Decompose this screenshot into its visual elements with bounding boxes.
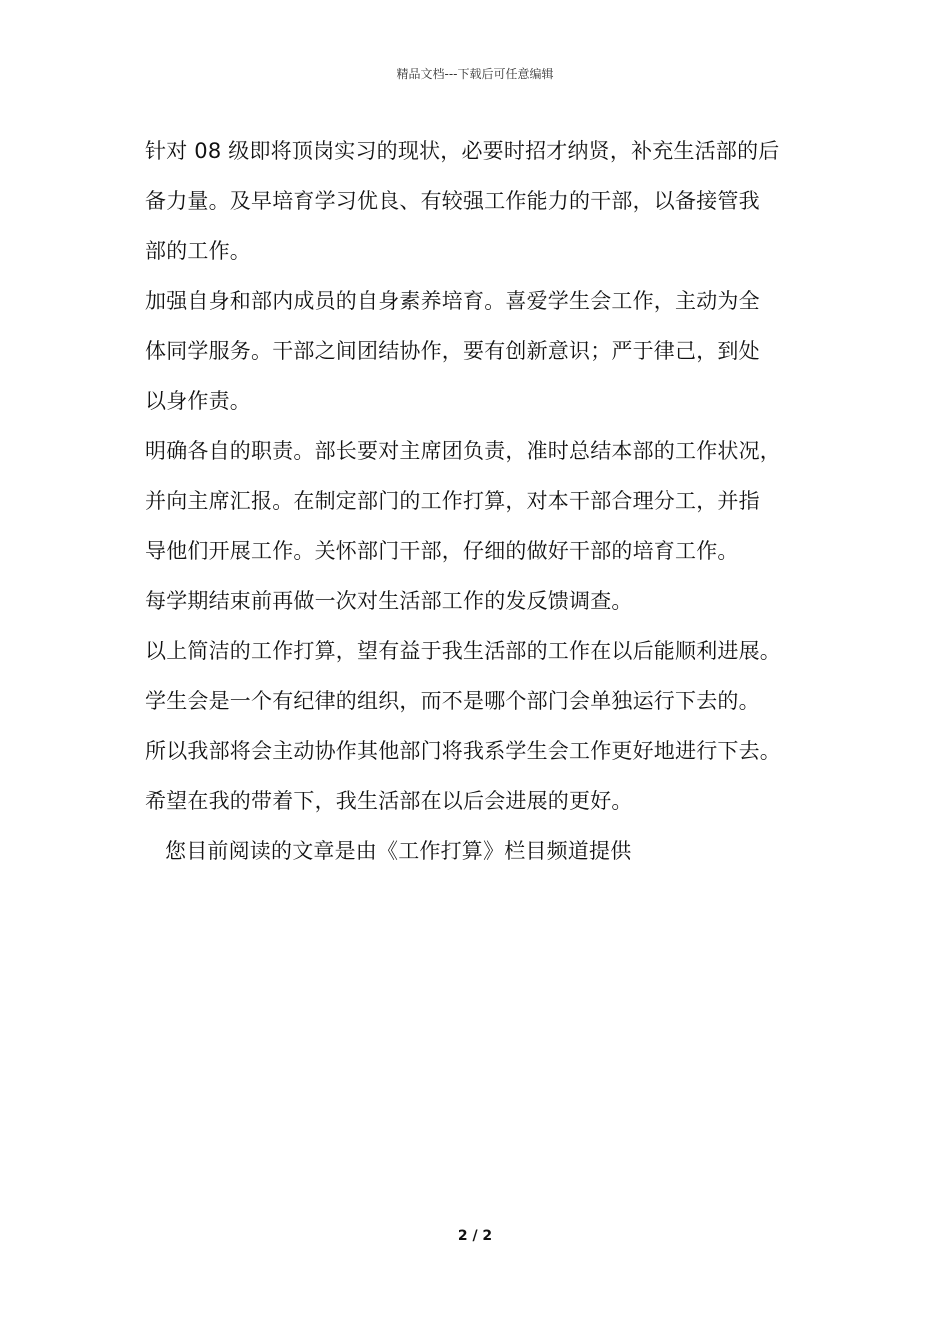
page-header: 精品文档---下载后可任意编辑: [396, 67, 554, 81]
document-body: [145, 126, 835, 876]
paragraph-line: 备力量。及早培育学习优良、有较强工作能力的干部，以备接管我: [145, 189, 760, 213]
paragraph-line: 每学期结束前再做一次对生活部工作的发反馈调查。: [145, 589, 633, 613]
paragraph-line: 加强自身和部内成员的自身素养培育。喜爱学生会工作，主动为全: [145, 289, 760, 313]
paragraph-line: 明确各自的职责。部长要对主席团负责，准时总结本部的工作状况，: [145, 439, 781, 463]
paragraph-line: 以上简洁的工作打算，望有益于我生活部的工作在以后能顺利进展。: [145, 639, 781, 663]
paragraph-line: 体同学服务。干部之间团结协作，要有创新意识；严于律己，到处: [145, 339, 760, 363]
source-note: 您目前阅读的文章是由《工作打算》栏目频道提供: [165, 839, 632, 863]
paragraph-line: 所以我部将会主动协作其他部门将我系学生会工作更好地进行下去。: [145, 739, 781, 763]
paragraph-line: 并向主席汇报。在制定部门的工作打算，对本干部合理分工，并指: [145, 489, 760, 513]
paragraph-line: 部的工作。: [145, 239, 251, 263]
page-number: 2 / 2: [457, 1228, 493, 1244]
paragraph-line: 以身作责。: [145, 389, 251, 413]
paragraph-line: 导他们开展工作。关怀部门干部，仔细的做好干部的培育工作。: [145, 539, 739, 563]
paragraph-line: 学生会是一个有纪律的组织，而不是哪个部门会单独运行下去的。: [145, 689, 760, 713]
paragraph-line: 希望在我的带着下，我生活部在以后会进展的更好。: [145, 789, 633, 813]
paragraph-line: 针对 08 级即将顶岗实习的现状，必要时招才纳贤，补充生活部的后: [145, 139, 780, 163]
